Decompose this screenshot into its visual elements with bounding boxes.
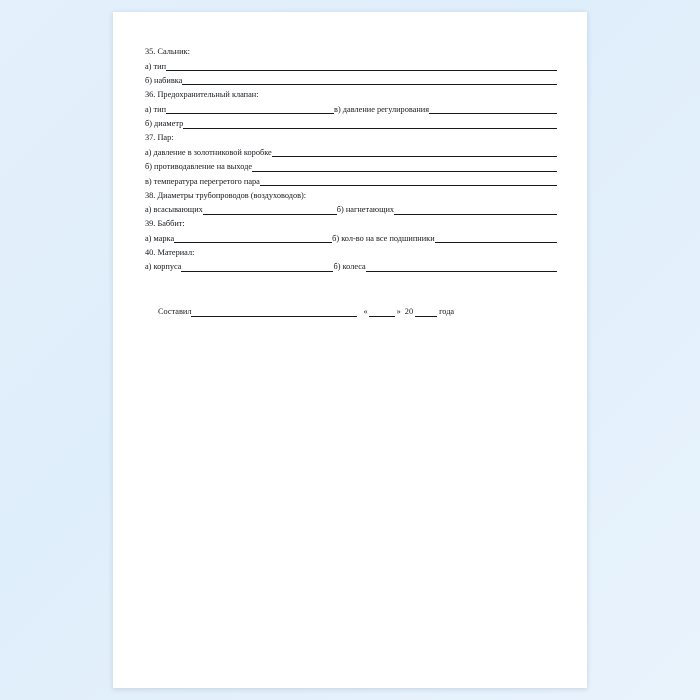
form-field-row: [145, 148, 557, 157]
field-label: а) давление в золотниковой коробке: [145, 147, 272, 157]
field-blank-line[interactable]: [394, 206, 557, 215]
section-heading: 37. Пар:: [145, 133, 174, 143]
field-label: в) температура перегретого пара: [145, 176, 260, 186]
section-heading: 38. Диаметры трубопроводов (воздуховодов):: [145, 190, 307, 200]
signature-label: Составил: [158, 307, 192, 317]
year-prefix: 20: [404, 307, 414, 317]
field-label: б) нагнетающих: [336, 205, 395, 215]
form-field-row: [145, 120, 557, 129]
signature-row: [145, 308, 557, 317]
field-label: б) диаметр: [145, 119, 184, 129]
field-label: а) марка: [145, 233, 175, 243]
quote-open: «: [363, 307, 368, 317]
field-blank-line[interactable]: [181, 263, 333, 272]
form-field-row: [145, 163, 557, 172]
form-field-row: [145, 105, 557, 114]
field-label: а) тип: [145, 104, 167, 114]
field-blank-line[interactable]: [203, 206, 337, 215]
field-label: б) противодавление на выходе: [145, 162, 253, 172]
field-label: а) корпуса: [145, 262, 182, 272]
document-sheet: [113, 12, 587, 688]
section-heading: 36. Предохранительный клапан:: [145, 90, 259, 100]
form-field-row: [145, 263, 557, 272]
document-content: [145, 48, 557, 317]
field-blank-line[interactable]: [166, 105, 334, 114]
quote-close: »: [396, 307, 401, 317]
field-blank-line[interactable]: [435, 234, 557, 243]
form-field-row: [145, 206, 557, 215]
field-label: а) тип: [145, 61, 167, 71]
field-blank-line[interactable]: [252, 163, 557, 172]
form-field-row: [145, 177, 557, 186]
field-blank-line[interactable]: [429, 105, 557, 114]
section-heading: 40. Материал:: [145, 247, 195, 257]
field-blank-line[interactable]: [182, 76, 557, 85]
field-blank-line[interactable]: [272, 148, 557, 157]
field-label: б) кол-во на все подшипники: [332, 233, 435, 243]
form-field-row: [145, 62, 557, 71]
field-blank-line[interactable]: [166, 62, 557, 71]
field-label: б) колеса: [333, 262, 366, 272]
field-blank-line[interactable]: [174, 234, 332, 243]
year-suffix: года: [439, 307, 455, 317]
field-blank-line[interactable]: [366, 263, 557, 272]
field-blank-line[interactable]: [183, 120, 557, 129]
form-field-row: [145, 76, 557, 85]
signature-blank-line[interactable]: [191, 308, 357, 317]
section-heading: 35. Сальник:: [145, 47, 190, 56]
day-blank-line[interactable]: [369, 308, 395, 317]
field-label: а) всасывающих: [145, 205, 203, 215]
field-blank-line[interactable]: [260, 177, 557, 186]
form-field-row: [145, 234, 557, 243]
section-heading: 39. Баббит:: [145, 219, 185, 229]
field-label: б) набивка: [145, 76, 183, 86]
year-blank-line[interactable]: [415, 308, 437, 317]
field-label: в) давление регулирования: [334, 104, 430, 114]
